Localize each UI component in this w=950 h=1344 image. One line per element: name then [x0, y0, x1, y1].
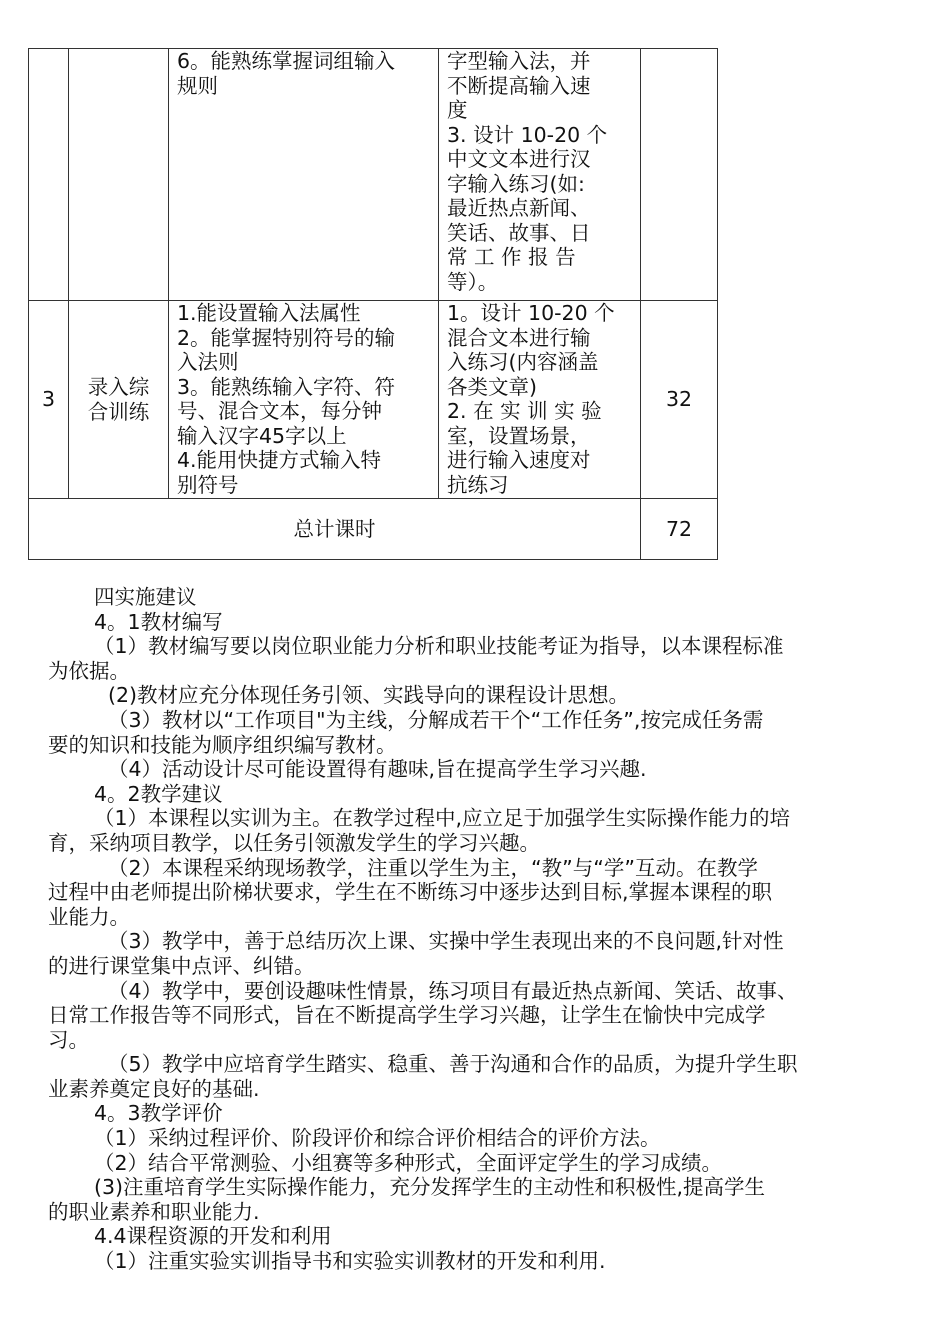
section-heading: 4.4课程资源的开发和利用 — [94, 1224, 332, 1249]
content-line: 3. 设计 10-20 个 — [447, 122, 608, 147]
paragraph-line: （1）采纳过程评价、阶段评价和综合评价相结合的评价方法。 — [94, 1126, 661, 1151]
paragraph-line: (3)注重培育学生实际操作能力，充分发挥学生的主动性和积极性,提高学生 — [94, 1175, 766, 1200]
paragraph — [48, 929, 908, 978]
paragraph-line: 过程中由老师提出阶梯状要求，学生在不断练习中逐步达到目标,掌握本课程的职 — [48, 880, 773, 905]
goal-line: 2。能掌握特别符号的输 — [177, 325, 396, 350]
paragraph-line: (2)教材应充分体现任务引领、实践导向的课程设计思想。 — [108, 683, 630, 708]
content-line: 度 — [447, 98, 468, 122]
content-line: 等）。 — [447, 269, 499, 294]
paragraph-line: （4）教学中，要创设趣味性情景，练习项目有最近热点新闻、笑话、故事、 — [108, 978, 798, 1003]
paragraph-line: 业能力。 — [48, 904, 130, 929]
paragraph — [48, 1126, 908, 1151]
paragraph — [48, 634, 908, 683]
content-line: 各类文章) — [447, 374, 537, 399]
section-heading: 四实施建议 — [94, 585, 197, 609]
cell-goal — [169, 301, 439, 499]
cell-num: 3 — [29, 301, 69, 499]
paragraph-line: （1）本课程以实训为主。在教学过程中,应立足于加强学生实际操作能力的培 — [94, 806, 791, 831]
cell-name — [69, 301, 169, 499]
content-line: 最近热点新闻、 — [447, 196, 591, 220]
content-line: 进行输入速度对 — [447, 448, 591, 472]
total-hours: 72 — [641, 499, 718, 560]
table-row-total — [29, 499, 718, 560]
implementation-suggestions — [48, 585, 908, 1274]
table-row-continued — [29, 49, 718, 301]
paragraph — [48, 708, 908, 757]
content-line: 字输入练习(如: — [447, 171, 585, 196]
goal-line: 4.能用快捷方式输入特 — [177, 448, 382, 472]
paragraph — [48, 806, 908, 855]
paragraph-line: （2）本课程采纳现场教学，注重以学生为主，“教”与“学”互动。在教学 — [108, 855, 759, 880]
content-line: 2. 在 实 训 实 验 — [447, 399, 602, 423]
paragraph — [48, 757, 908, 782]
cell-num — [29, 49, 69, 301]
goal-line: 6。能熟练掌握词组输入 — [177, 49, 396, 73]
table-row-3 — [29, 301, 718, 499]
paragraph-line: （3）教材以“工作项目"为主线，分解成若干个“工作任务”,按完成任务需 — [108, 707, 764, 732]
goal-line: 规则 — [177, 73, 218, 98]
name-line: 录入综 — [87, 375, 150, 399]
goal-line: 别符号 — [177, 472, 239, 497]
content-line: 常 工 作 报 告 — [447, 245, 576, 269]
paragraph — [48, 1151, 908, 1176]
content-line: 笑话、故事、日 — [447, 220, 591, 245]
paragraph — [48, 979, 908, 1053]
name-line: 合训练 — [87, 399, 150, 424]
paragraph-line: 业素养奠定良好的基础. — [48, 1076, 260, 1101]
paragraph-line: 育，采纳项目教学，以任务引领激发学生的学习兴趣。 — [48, 830, 540, 855]
cell-goal — [169, 49, 439, 301]
content-line: 中文文本进行汉 — [447, 147, 591, 171]
course-hours-table — [28, 48, 718, 560]
content-line: 1。设计 10-20 个 — [447, 301, 615, 325]
cell-name — [69, 49, 169, 301]
cell-content — [439, 301, 641, 499]
paragraph — [48, 856, 908, 930]
content-line: 不断提高输入速 — [447, 73, 591, 98]
paragraph-line: 的职业素养和职业能力. — [48, 1199, 260, 1224]
paragraph-line: （5）教学中应培育学生踏实、稳重、善于沟通和合作的品质，为提升学生职 — [108, 1052, 798, 1077]
cell-hours: 32 — [641, 301, 718, 499]
paragraph-line: 的进行课堂集中点评、纠错。 — [48, 953, 315, 978]
goal-line: 1.能设置输入法属性 — [177, 301, 361, 325]
paragraph-line: （4）活动设计尽可能设置得有趣味,旨在提高学生学习兴趣. — [108, 757, 647, 782]
total-label: 总计课时 — [29, 499, 641, 560]
paragraph-line: 日常工作报告等不同形式，旨在不断提高学生学习兴趣，让学生在愉快中完成学 — [48, 1003, 766, 1028]
content-line: 入练习(内容涵盖 — [447, 350, 599, 374]
goal-line: 号、混合文本，每分钟 — [177, 399, 382, 423]
paragraph-line: （1）注重实验实训指导书和实验实训教材的开发和利用. — [94, 1249, 606, 1274]
paragraph-line: （2）结合平常测验、小组赛等多种形式，全面评定学生的学习成绩。 — [94, 1150, 723, 1175]
content-line: 抗练习 — [447, 472, 509, 497]
paragraph — [48, 1175, 908, 1224]
goal-line: 输入汉字45字以上 — [177, 423, 347, 448]
content-line: 字型输入法，并 — [447, 49, 591, 73]
cell-hours — [641, 49, 718, 301]
section-heading: 4。2教学建议 — [94, 781, 223, 806]
section-heading: 4。3教学评价 — [94, 1101, 223, 1126]
paragraph — [48, 1249, 908, 1274]
content-line: 混合文本进行输 — [447, 325, 591, 350]
goal-line: 3。能熟练输入字符、符 — [177, 374, 396, 399]
paragraph-line: （3）教学中，善于总结历次上课、实操中学生表现出来的不良问题,针对性 — [108, 929, 784, 954]
section-heading: 4。1教材编写 — [94, 609, 223, 634]
paragraph-line: 习。 — [48, 1027, 89, 1052]
paragraph-line: （1）教材编写要以岗位职业能力分析和职业技能考证为指导，以本课程标准 — [94, 634, 784, 659]
cell-content — [439, 49, 641, 301]
paragraph-line: 为依据。 — [48, 658, 130, 683]
paragraph-line: 要的知识和技能为顺序组织编写教材。 — [48, 732, 397, 757]
paragraph — [48, 683, 908, 708]
content-line: 室，设置场景， — [447, 423, 591, 448]
paragraph — [48, 1052, 908, 1101]
goal-line: 入法则 — [177, 350, 239, 374]
